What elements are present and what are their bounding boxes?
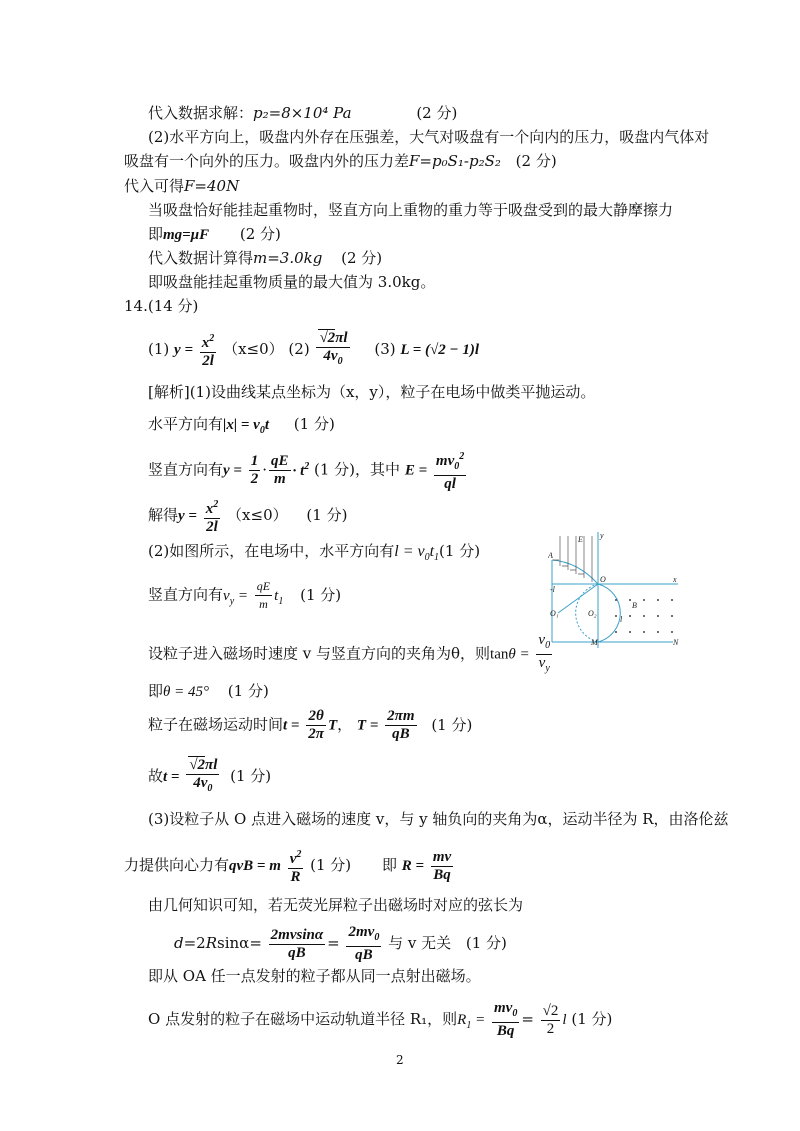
field-dot xyxy=(657,631,659,633)
label-minus-l: -l xyxy=(550,585,555,594)
label-l: l xyxy=(620,615,623,624)
line-2: (2)水平方向上，吸盘内外存在压强差，大气对吸盘有一个向内的压力，吸盘内气体对 xyxy=(148,128,710,146)
part3-2: 力提供向心力有qvB = m $\frac{v^2}{R}$ (1 分) 即 R = $\frac{mv}{Bq}$ xyxy=(124,846,455,886)
field-dot xyxy=(657,599,659,601)
field-dot xyxy=(671,615,673,617)
line-3: 吸盘有一个向外的压力。吸盘内外的压力差F=p₀S₁-p₂S₂ (2 分) xyxy=(124,152,557,170)
label-o2: O₂ xyxy=(588,609,597,618)
field-dot xyxy=(615,615,617,617)
analysis-4: 解得y = $\frac{x^2}{2l}$ （x≤0） (1 分) xyxy=(148,496,347,536)
question-14-heading: 14.(14 分) xyxy=(124,297,199,315)
label-a: A xyxy=(548,551,553,560)
part2-2: 竖直方向有$v_y$ = $\frac{qE}{m}$ $t_1$ (1 分) xyxy=(148,579,342,611)
label-m: M xyxy=(591,638,598,647)
label-n: N xyxy=(673,638,679,647)
label-y: y xyxy=(600,531,604,540)
part3-6: O 点发射的粒子在磁场中运动轨道半径 R₁，则$R_1$ = $\frac{mv_0}{Bq}$ = $\frac{√2}{2}$ l (1 分) xyxy=(148,1000,613,1039)
part2-3: 设粒子进入磁场时速度 v 与竖直方向的夹角为θ，则tanθ = $\frac{v_0}{v_y}$ xyxy=(148,632,551,674)
line-1: 代入数据求解：p₂=8×10⁴ Pa (2 分) xyxy=(148,104,458,122)
parabola-curve xyxy=(552,560,598,584)
field-dot xyxy=(643,599,645,601)
label-e: E xyxy=(578,535,583,544)
part2-4: 即θ = 45° (1 分) xyxy=(148,682,269,700)
answer-summary: (1) y = $\frac{x^2}{2l}$ （x≤0） (2) $\frac{√2\pi l}{4v_0}$ (3) L = (√2 − 1)l xyxy=(148,330,480,369)
line-6: 即mg=μF (2 分) xyxy=(148,225,281,243)
analysis-3: 竖直方向有y = $\frac{1}{2}$ · $\frac{qE}{m}$ · $t^2$ (1 分)，其中 E = $\frac{mv_0^2}{ql}$ xyxy=(148,448,468,493)
arc-right xyxy=(598,584,620,642)
label-o: O xyxy=(600,575,606,584)
field-dot xyxy=(671,631,673,633)
page-number: 2 xyxy=(396,1053,404,1067)
field-dot xyxy=(629,615,631,617)
analysis-1: [解析](1)设曲线某点坐标为（x，y），粒子在电场中做类平抛运动。 xyxy=(148,383,596,401)
line-7: 代入数据计算得m=3.0kg (2 分) xyxy=(148,249,383,267)
field-diagram xyxy=(548,530,680,648)
line-5: 当吸盘恰好能挂起重物时，竖直方向上重物的重力等于吸盘受到的最大静摩擦力 xyxy=(148,201,674,219)
field-dot xyxy=(657,615,659,617)
field-dot xyxy=(671,599,673,601)
trajectory-steps xyxy=(553,560,584,574)
pressure-result: p₂=8×10⁴ Pa xyxy=(253,104,352,122)
label-b: B xyxy=(632,601,637,610)
part3-4: d=2Rsinα= $\frac{2mvsin\alpha}{qB}$ = $\frac{2mv_0}{qB}$ 与 v 无关 (1 分) xyxy=(174,924,507,963)
part3-3: 由几何知识可知，若无荧光屏粒子出磁场时对应的弦长为 xyxy=(148,896,524,914)
field-dot xyxy=(643,631,645,633)
field-dot xyxy=(629,631,631,633)
label-x: x xyxy=(673,575,677,584)
field-dot xyxy=(615,631,617,633)
line-8: 即吸盘能挂起重物质量的最大值为 3.0kg。 xyxy=(148,273,436,291)
part3-5: 即从 OA 任一点发射的粒子都从同一点射出磁场。 xyxy=(148,967,481,985)
field-dot xyxy=(629,599,631,601)
part2-1: (2)如图所示，在电场中，水平方向有$l = v_0t_1(1$ 分) xyxy=(148,542,481,564)
part3-1: (3)设粒子从 O 点进入磁场的速度 v，与 y 轴负向的夹角为α，运动半径为 R，由洛伦兹 xyxy=(148,810,729,828)
label-o1: O₁ xyxy=(550,609,559,618)
part2-5: 粒子在磁场运动时间t = $\frac{2\theta}{2\pi}$ T， T = $\frac{2\pi m}{qB}$ (1 分) xyxy=(148,708,473,742)
part2-6: 故t = $\frac{√2\pi l}{4v_0}$ (1 分) xyxy=(148,757,272,794)
analysis-2: 水平方向有$|x| = v_0t$ (1 分) xyxy=(148,415,335,436)
field-dot xyxy=(643,615,645,617)
line-4: 代入可得F=40N xyxy=(124,177,240,195)
field-dot xyxy=(615,599,617,601)
